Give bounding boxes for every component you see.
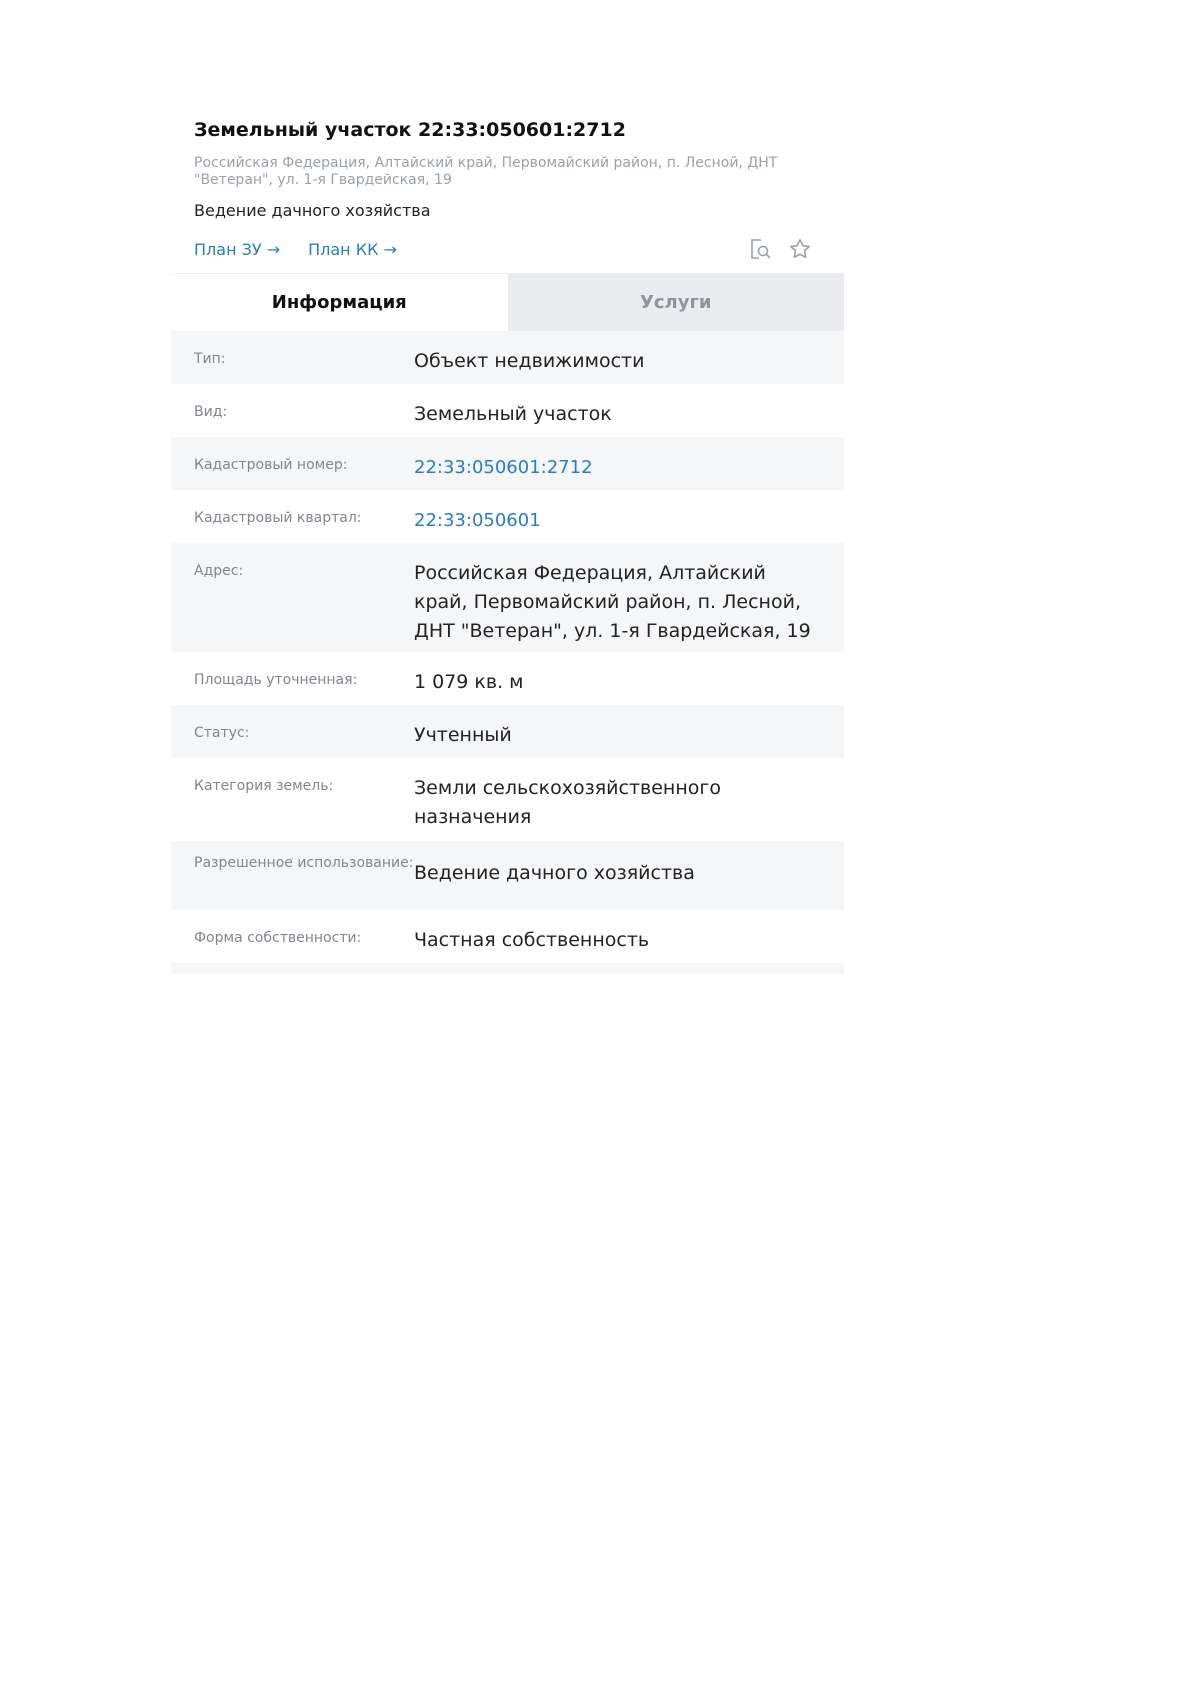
page-title: Земельный участок 22:33:050601:2712 [194, 119, 626, 141]
row-value: Частная собственность [414, 929, 650, 951]
table-row [171, 384, 844, 437]
cadastral-quarter-link[interactable]: 22:33:050601 [414, 510, 541, 531]
row-value: Ведение дачного хозяйства [414, 862, 695, 884]
row-label: Площадь уточненная: [194, 672, 358, 688]
table-row [171, 331, 844, 384]
row-label: Адрес: [194, 563, 244, 579]
plan-kk-link[interactable]: План КК → [308, 239, 397, 259]
cadastral-number-link[interactable]: 22:33:050601:2712 [414, 457, 593, 478]
row-value: Объект недвижимости [414, 350, 645, 372]
plan-links [194, 240, 397, 259]
row-label: Статус: [194, 725, 250, 741]
row-label: Форма собственности: [194, 930, 362, 946]
table-row [171, 910, 844, 963]
property-card [171, 110, 844, 974]
row-label: Категория земель: [194, 778, 334, 794]
search-doc-icon[interactable] [747, 236, 773, 262]
links-row [194, 237, 814, 261]
header-actions [747, 236, 813, 262]
tab-bar [171, 273, 844, 331]
row-label: Тип: [194, 351, 226, 367]
row-value: Земли сельскохозяйственного назначения [414, 777, 721, 828]
row-label: Кадастровый номер: [194, 457, 348, 473]
table-row [171, 652, 844, 705]
info-table [171, 331, 844, 974]
card-header [171, 118, 844, 261]
table-row [171, 841, 844, 910]
row-value: 1 079 кв. м [414, 671, 524, 693]
table-row [171, 490, 844, 543]
table-row [171, 543, 844, 652]
table-row [171, 437, 844, 490]
tab-services[interactable]: Услуги [508, 274, 845, 331]
header-usage: Ведение дачного хозяйства [194, 201, 431, 220]
table-footer-strip [171, 963, 844, 974]
row-label: Разрешенное использование: [194, 855, 414, 871]
star-icon[interactable] [787, 236, 813, 262]
row-value: Российская Федерация, Алтайский край, Первомайский район, п. Лесной, ДНТ "Ветеран", ул. 1-я Гвардейская, 19 [414, 562, 811, 642]
table-row [171, 705, 844, 758]
row-value: Земельный участок [414, 403, 612, 425]
plan-zu-link[interactable]: План ЗУ → [194, 239, 281, 259]
row-label: Вид: [194, 404, 228, 420]
tab-information[interactable]: Информация [171, 274, 508, 331]
header-address: Российская Федерация, Алтайский край, Первомайский район, п. Лесной, ДНТ "Ветеран", ул. 1-я Гвардейская, 19 [194, 155, 778, 188]
row-value: Учтенный [414, 724, 512, 746]
table-row [171, 758, 844, 841]
row-label: Кадастровый квартал: [194, 510, 362, 526]
